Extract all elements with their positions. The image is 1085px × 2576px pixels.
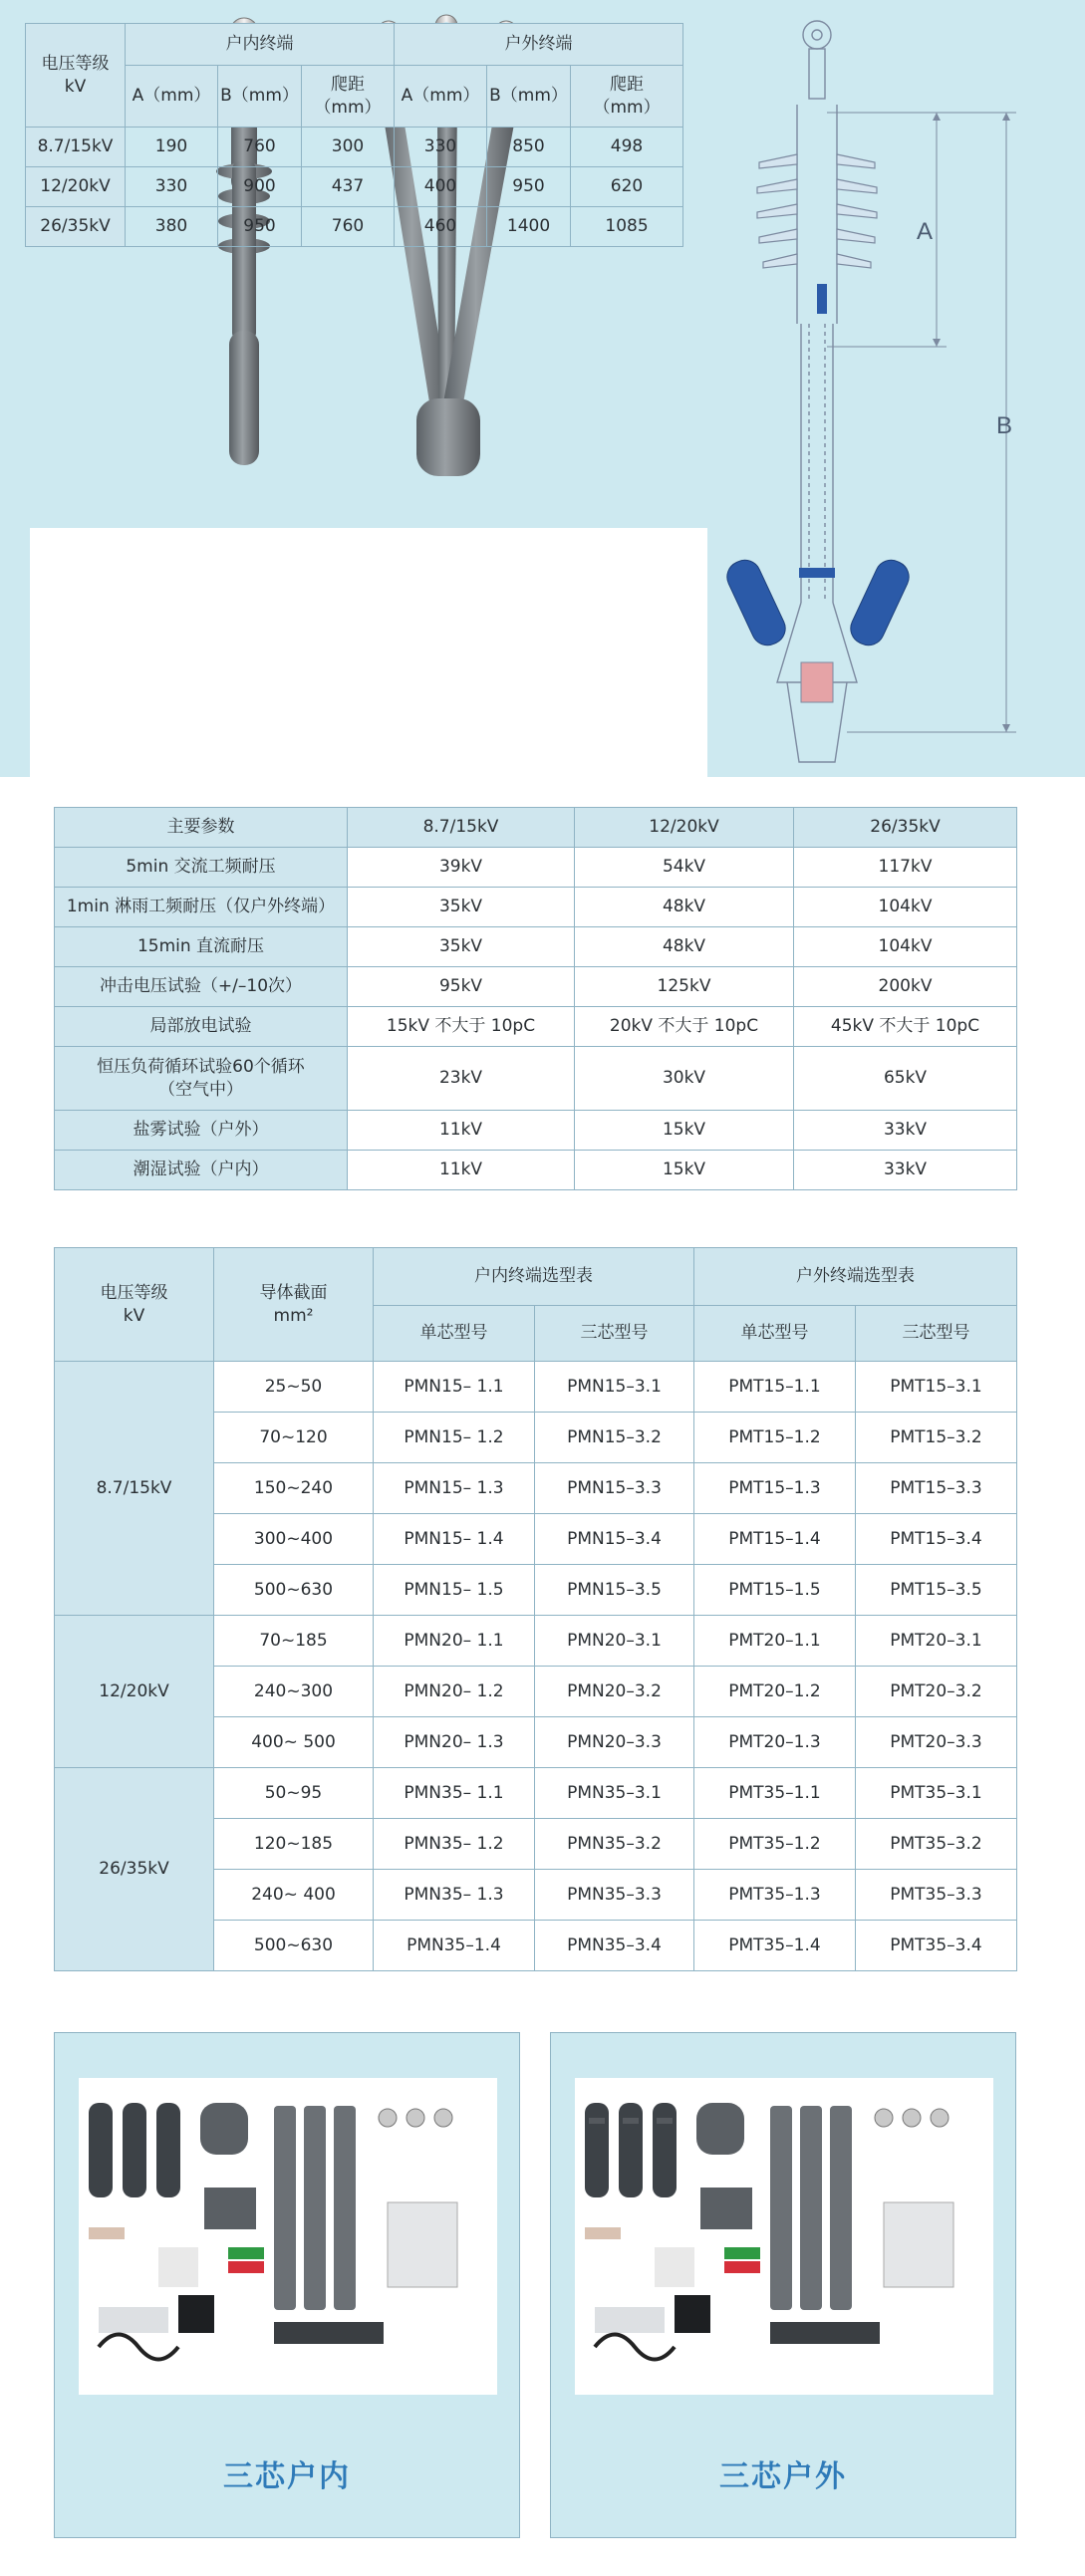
model-cell: PMT35–3.3 <box>856 1870 1017 1921</box>
model-cell: PMT20–1.2 <box>694 1667 856 1717</box>
section-cell: 240~300 <box>214 1667 374 1717</box>
parameter-label: 潮湿试验（户内） <box>55 1151 348 1190</box>
dimension-subheader: A（mm） <box>126 66 218 128</box>
parameter-value: 15kV <box>575 1111 794 1151</box>
model-cell: PMT20–1.3 <box>694 1717 856 1768</box>
model-cell: PMT15–3.4 <box>856 1514 1017 1565</box>
dimension-subheader: A（mm） <box>395 66 487 128</box>
dimension-value: 400 <box>395 167 487 207</box>
section-header-label: 导体截面 <box>259 1282 328 1303</box>
voltage-header: 电压等级 kV <box>26 24 126 128</box>
model-cell: PMN15– 1.4 <box>374 1514 535 1565</box>
section-cell: 70~185 <box>214 1616 374 1667</box>
model-cell: PMT35–3.4 <box>856 1921 1017 1971</box>
section-header <box>214 1248 374 1362</box>
model-cell: PMT15–1.1 <box>694 1362 856 1413</box>
model-cell: PMT20–3.1 <box>856 1616 1017 1667</box>
model-cell: PMN20–3.2 <box>535 1667 694 1717</box>
section-cell: 70~120 <box>214 1413 374 1463</box>
dimension-value: 437 <box>302 167 395 207</box>
model-cell: PMN15– 1.5 <box>374 1565 535 1616</box>
section-cell: 500~630 <box>214 1921 374 1971</box>
dimension-value: 1400 <box>487 207 571 247</box>
parameter-label: 冲击电压试验（+/–10次） <box>55 967 348 1007</box>
dimension-value: 460 <box>395 207 487 247</box>
table-row <box>26 167 683 207</box>
model-cell: PMT35–1.2 <box>694 1819 856 1870</box>
parameter-value: 45kV 不大于 10pC <box>794 1007 1017 1047</box>
dimension-value: 850 <box>487 128 571 167</box>
dimension-subheader: 爬距 （mm） <box>571 66 683 128</box>
section-cell: 120~185 <box>214 1819 374 1870</box>
voltage-cell: 12/20kV <box>26 167 126 207</box>
dimensions-table <box>25 23 683 247</box>
kit-contents-illustration <box>575 2078 993 2395</box>
model-cell: PMT15–3.5 <box>856 1565 1017 1616</box>
model-cell: PMN35–3.1 <box>535 1768 694 1819</box>
parameter-value: 11kV <box>348 1111 575 1151</box>
model-cell: PMN35–3.3 <box>535 1870 694 1921</box>
table-row <box>55 848 1017 888</box>
table-row <box>55 1151 1017 1190</box>
parameter-value: 48kV <box>575 888 794 927</box>
parameter-value: 39kV <box>348 848 575 888</box>
parameter-value: 11kV <box>348 1151 575 1190</box>
model-cell: PMN15– 1.2 <box>374 1413 535 1463</box>
model-cell: PMN35–1.4 <box>374 1921 535 1971</box>
kit-contents-illustration <box>79 2078 497 2395</box>
model-cell: PMN15– 1.1 <box>374 1362 535 1413</box>
model-cell: PMT35–1.3 <box>694 1870 856 1921</box>
dimension-value: 900 <box>218 167 302 207</box>
dimensions-table-body <box>26 128 683 247</box>
dimension-value: 620 <box>571 167 683 207</box>
parameter-value: 23kV <box>348 1047 575 1111</box>
section-cell: 150~240 <box>214 1463 374 1514</box>
outdoor-selection-header: 户外终端选型表 <box>694 1248 1017 1306</box>
table-row <box>55 1616 1017 1667</box>
model-cell: PMN20–3.1 <box>535 1616 694 1667</box>
parameter-value: 33kV <box>794 1111 1017 1151</box>
model-cell: PMN15–3.3 <box>535 1463 694 1514</box>
model-subheader: 单芯型号 <box>694 1306 856 1362</box>
dimension-value: 760 <box>302 207 395 247</box>
termination-dimension-drawing <box>717 5 1046 772</box>
model-cell: PMT15–1.3 <box>694 1463 856 1514</box>
model-cell: PMN35–3.2 <box>535 1819 694 1870</box>
table-row <box>55 1111 1017 1151</box>
parameter-label: 1min 淋雨工频耐压（仅户外终端） <box>55 888 348 927</box>
voltage-group-cell: 12/20kV <box>55 1616 214 1768</box>
model-cell: PMT15–3.2 <box>856 1413 1017 1463</box>
model-cell: PMN20– 1.1 <box>374 1616 535 1667</box>
parameters-header-row <box>55 808 1017 848</box>
parameter-value: 48kV <box>575 927 794 967</box>
parameters-table <box>54 807 1017 1190</box>
table-row <box>55 967 1017 1007</box>
kit-photo <box>79 2078 497 2395</box>
model-cell: PMN15–3.2 <box>535 1413 694 1463</box>
model-cell: PMN15–3.4 <box>535 1514 694 1565</box>
model-cell: PMN20– 1.2 <box>374 1667 535 1717</box>
section-cell: 25~50 <box>214 1362 374 1413</box>
model-cell: PMN15– 1.3 <box>374 1463 535 1514</box>
section-cell: 50~95 <box>214 1768 374 1819</box>
parameters-header-cell: 12/20kV <box>575 808 794 848</box>
parameter-value: 35kV <box>348 927 575 967</box>
dimension-subheader: B（mm） <box>487 66 571 128</box>
model-cell: PMT15–3.1 <box>856 1362 1017 1413</box>
voltage-cell: 26/35kV <box>26 207 126 247</box>
parameter-value: 35kV <box>348 888 575 927</box>
dimension-label-a: A <box>917 218 934 245</box>
indoor-selection-header: 户内终端选型表 <box>374 1248 694 1306</box>
dimension-value: 190 <box>126 128 218 167</box>
model-cell: PMT35–3.2 <box>856 1819 1017 1870</box>
table-row <box>55 1047 1017 1111</box>
model-cell: PMN35–3.4 <box>535 1921 694 1971</box>
kit-caption: 三芯户内 <box>223 2459 351 2494</box>
selection-voltage-header: 电压等级 kV <box>55 1248 214 1362</box>
outdoor-header: 户外终端 <box>395 24 683 66</box>
section-cell: 300~400 <box>214 1514 374 1565</box>
table-row <box>55 888 1017 927</box>
parameters-header-cell: 26/35kV <box>794 808 1017 848</box>
dimension-value: 330 <box>395 128 487 167</box>
model-subheader: 三芯型号 <box>856 1306 1017 1362</box>
table-row <box>55 1768 1017 1819</box>
model-cell: PMN20– 1.3 <box>374 1717 535 1768</box>
model-cell: PMN15–3.5 <box>535 1565 694 1616</box>
table-row <box>26 207 683 247</box>
parameter-value: 117kV <box>794 848 1017 888</box>
kit-caption: 三芯户外 <box>719 2459 847 2494</box>
parameter-value: 54kV <box>575 848 794 888</box>
parameters-header-cell: 主要参数 <box>55 808 348 848</box>
table-row <box>26 128 683 167</box>
parameter-value: 200kV <box>794 967 1017 1007</box>
model-cell: PMN35– 1.1 <box>374 1768 535 1819</box>
dimension-value: 380 <box>126 207 218 247</box>
dimension-value: 950 <box>218 207 302 247</box>
voltage-group-cell: 26/35kV <box>55 1768 214 1971</box>
model-cell: PMT15–1.2 <box>694 1413 856 1463</box>
parameter-value: 95kV <box>348 967 575 1007</box>
model-cell: PMT20–3.3 <box>856 1717 1017 1768</box>
section-cell: 500~630 <box>214 1565 374 1616</box>
dimension-value: 1085 <box>571 207 683 247</box>
model-cell: PMT15–1.5 <box>694 1565 856 1616</box>
section-cell: 400~ 500 <box>214 1717 374 1768</box>
parameter-value: 30kV <box>575 1047 794 1111</box>
parameters-table-body <box>55 848 1017 1190</box>
table-row <box>55 1007 1017 1047</box>
parameter-value: 20kV 不大于 10pC <box>575 1007 794 1047</box>
parameter-value: 104kV <box>794 888 1017 927</box>
parameter-label: 局部放电试验 <box>55 1007 348 1047</box>
dimensions-card <box>30 528 707 779</box>
model-cell: PMT20–3.2 <box>856 1667 1017 1717</box>
model-cell: PMT35–3.1 <box>856 1768 1017 1819</box>
dimension-label-b: B <box>996 412 1013 439</box>
section-cell: 240~ 400 <box>214 1870 374 1921</box>
parameter-label: 恒压负荷循环试验60个循环 （空气中） <box>55 1047 348 1111</box>
model-cell: PMN15–3.1 <box>535 1362 694 1413</box>
dimension-value: 950 <box>487 167 571 207</box>
model-cell: PMT35–1.4 <box>694 1921 856 1971</box>
dimension-value: 760 <box>218 128 302 167</box>
model-cell: PMT15–1.4 <box>694 1514 856 1565</box>
model-cell: PMT35–1.1 <box>694 1768 856 1819</box>
table-row <box>55 927 1017 967</box>
model-cell: PMN35– 1.2 <box>374 1819 535 1870</box>
parameter-value: 125kV <box>575 967 794 1007</box>
kit-panel-outdoor <box>550 2032 1016 2538</box>
model-cell: PMT15–3.3 <box>856 1463 1017 1514</box>
selection-table-body <box>55 1362 1017 1971</box>
section-header-unit: mm² <box>273 1305 314 1326</box>
model-subheader: 三芯型号 <box>535 1306 694 1362</box>
parameter-value: 15kV 不大于 10pC <box>348 1007 575 1047</box>
parameters-header-cell: 8.7/15kV <box>348 808 575 848</box>
parameter-label: 盐雾试验（户外） <box>55 1111 348 1151</box>
voltage-group-cell: 8.7/15kV <box>55 1362 214 1616</box>
model-cell: PMT20–1.1 <box>694 1616 856 1667</box>
dimension-subheader: 爬距 （mm） <box>302 66 395 128</box>
kit-photo <box>575 2078 993 2395</box>
parameter-value: 65kV <box>794 1047 1017 1111</box>
selection-table <box>54 1247 1017 1971</box>
model-cell: PMN20–3.3 <box>535 1717 694 1768</box>
parameter-label: 15min 直流耐压 <box>55 927 348 967</box>
dimension-value: 498 <box>571 128 683 167</box>
dimension-value: 300 <box>302 128 395 167</box>
model-cell: PMN35– 1.3 <box>374 1870 535 1921</box>
model-subheader: 单芯型号 <box>374 1306 535 1362</box>
voltage-cell: 8.7/15kV <box>26 128 126 167</box>
dimension-value: 330 <box>126 167 218 207</box>
table-row <box>55 1362 1017 1413</box>
parameter-value: 15kV <box>575 1151 794 1190</box>
kit-panel-indoor <box>54 2032 520 2538</box>
parameter-value: 33kV <box>794 1151 1017 1190</box>
parameter-value: 104kV <box>794 927 1017 967</box>
dimension-subheader: B（mm） <box>218 66 302 128</box>
parameter-label: 5min 交流工频耐压 <box>55 848 348 888</box>
indoor-header: 户内终端 <box>126 24 395 66</box>
